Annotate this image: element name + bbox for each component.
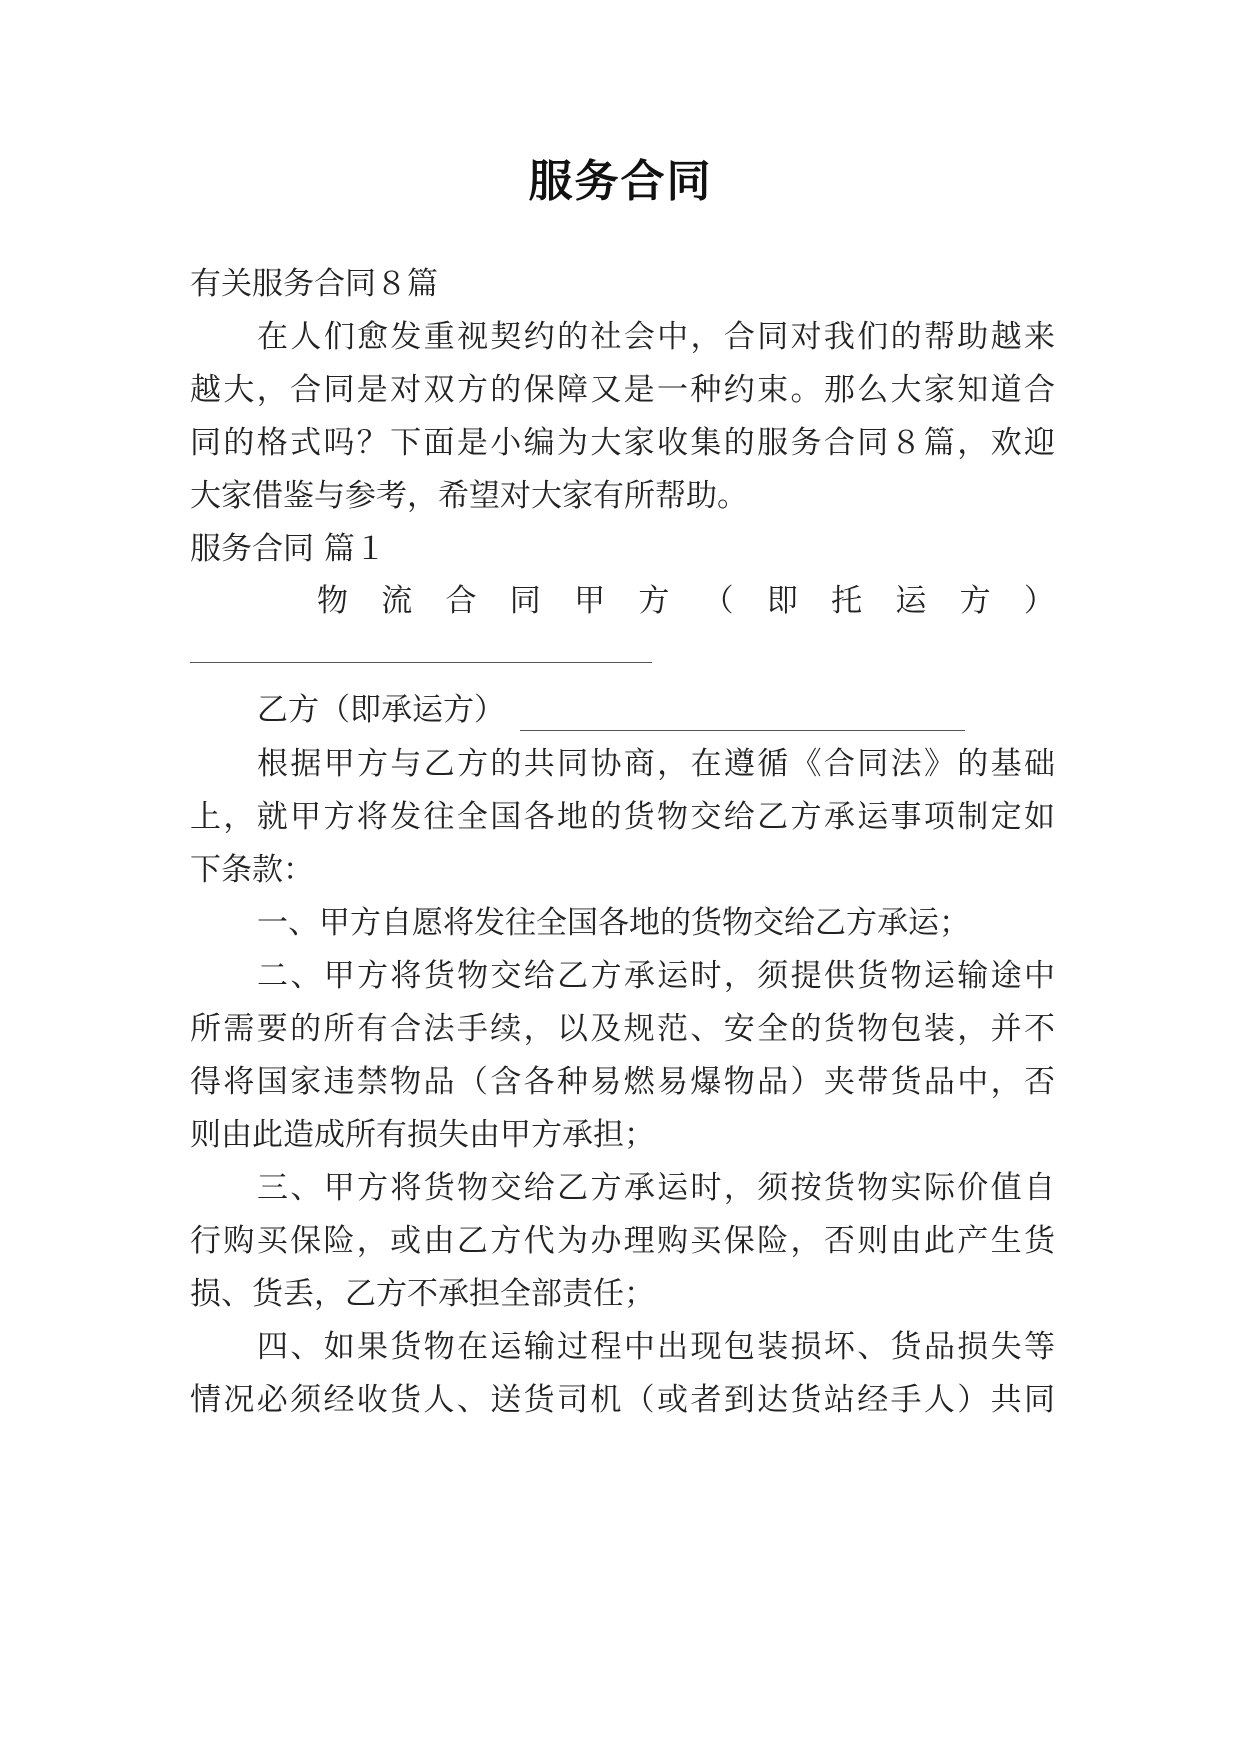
- clause-1: 一、甲方自愿将发往全国各地的货物交给乙方承运；: [257, 905, 970, 941]
- party-a-char: 方: [959, 583, 991, 619]
- party-a-line: [317, 581, 1055, 621]
- body-line: 所需要的所有合法手续，以及规范、安全的货物包装，并不: [190, 1011, 1055, 1047]
- document-subtitle: 有关服务合同８篇: [190, 266, 438, 302]
- party-a-char: 物: [317, 583, 348, 619]
- clause-3: 三、甲方将货物交给乙方承运时，须按货物实际价值自: [257, 1170, 1055, 1206]
- intro-line: 在人们愈发重视契约的社会中，合同对我们的帮助越来: [257, 319, 1055, 355]
- party-a-char: 托: [831, 583, 863, 619]
- party-b-blank-line: [520, 730, 965, 731]
- party-a-char: 运: [895, 583, 927, 619]
- party-a-char: （: [702, 583, 734, 619]
- party-a-char: 流: [381, 583, 413, 619]
- party-a-char: 合: [445, 583, 477, 619]
- intro-line: 大家借鉴与参考，希望对大家有所帮助。: [190, 478, 748, 514]
- body-line: 情况必须经收货人、送货司机（或者到达货站经手人）共同: [190, 1382, 1055, 1418]
- body-line: 上，就甲方将发往全国各地的货物交给乙方承运事项制定如: [190, 799, 1055, 835]
- party-a-char: 同: [509, 583, 541, 619]
- section-heading: 服务合同 篇１: [190, 531, 386, 567]
- document-title: 服务合同: [528, 156, 713, 207]
- party-a-char: 方: [638, 583, 670, 619]
- party-a-blank-line: [190, 662, 652, 663]
- party-a-char: 即: [766, 583, 798, 619]
- body-line: 根据甲方与乙方的共同协商，在遵循《合同法》的基础: [257, 746, 1055, 782]
- party-a-char: 甲: [574, 583, 606, 619]
- party-a-char: ）: [1023, 583, 1055, 619]
- body-line: 损、货丢，乙方不承担全部责任；: [190, 1276, 655, 1312]
- party-b-label: 乙方（即承运方）: [257, 692, 505, 728]
- body-line: 得将国家违禁物品（含各种易燃易爆物品）夹带货品中，否: [190, 1064, 1055, 1100]
- intro-line: 越大，合同是对双方的保障又是一种约束。那么大家知道合: [190, 372, 1055, 408]
- body-line: 则由此造成所有损失由甲方承担；: [190, 1117, 655, 1153]
- body-line: 下条款：: [190, 852, 314, 888]
- clause-4: 四、如果货物在运输过程中出现包装损坏、货品损失等: [257, 1329, 1055, 1365]
- clause-2: 二、甲方将货物交给乙方承运时，须提供货物运输途中: [257, 958, 1055, 994]
- intro-line: 同的格式吗？下面是小编为大家收集的服务合同８篇，欢迎: [190, 425, 1055, 461]
- body-line: 行购买保险，或由乙方代为办理购买保险，否则由此产生货: [190, 1223, 1055, 1259]
